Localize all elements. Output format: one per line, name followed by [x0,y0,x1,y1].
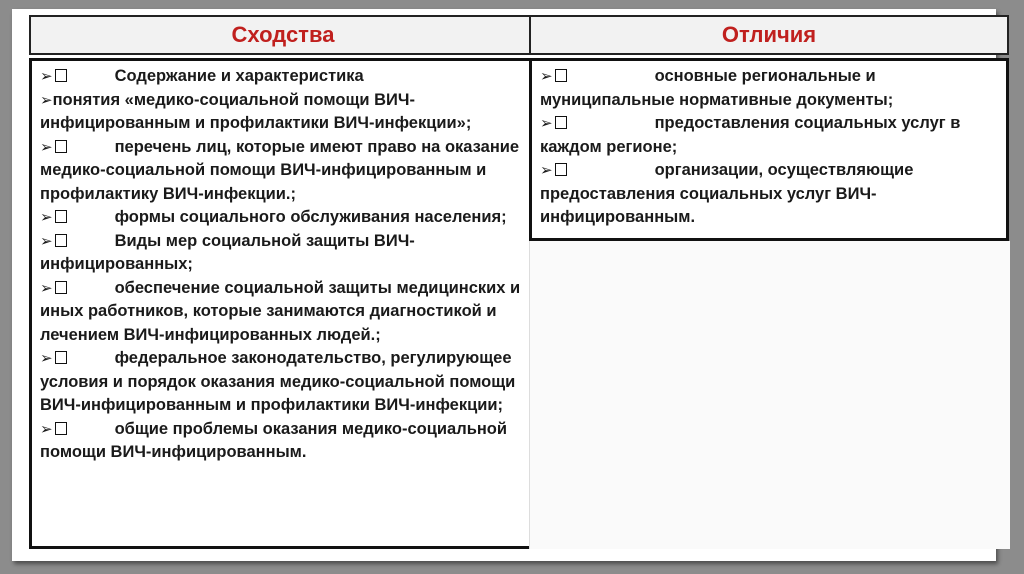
similarities-box [29,58,537,549]
header-similarities [29,15,537,55]
differences-item [540,65,1000,112]
differences-item-text: организации, осуществляющие предоставления социальных услуг ВИЧ-инфицированным. [540,161,914,226]
similarities-item-text: обеспечение социальной защиты медицинских и иных работников, которые занимаются диагностикой и лечением ВИЧ-инфицированных людей.; [40,278,521,344]
empty-square-icon [55,140,67,153]
similarities-item [40,230,528,277]
differences-box [529,58,1009,241]
differences-item [540,112,1000,159]
differences-item [540,159,1000,230]
arrow-bullet-icon: ➢ [540,161,553,179]
similarities-item-text: формы социального обслуживания населения; [114,208,507,226]
arrow-bullet-icon: ➢ [40,349,53,367]
similarities-item [40,347,528,418]
header-similarities-label: Сходства [231,22,335,47]
empty-square-icon [55,210,67,223]
header-differences-label: Отличия [721,22,817,47]
empty-square-icon [55,281,67,294]
empty-square-icon [55,234,67,247]
arrow-bullet-icon: ➢ [40,231,53,250]
empty-square-icon [555,116,567,129]
arrow-bullet-icon: ➢ [40,419,53,438]
arrow-bullet-icon: ➢ [540,114,553,132]
arrow-bullet-icon: ➢ [540,67,553,85]
empty-square-icon [55,422,67,435]
arrow-bullet-icon: ➢ [40,278,53,297]
differences-list [532,61,1006,230]
similarities-item-text: Виды мер социальной защиты ВИЧ-инфицированных; [40,231,415,273]
similarities-item [40,418,528,465]
empty-square-icon [55,69,67,82]
header-differences [529,15,1009,55]
similarities-item-text: перечень лиц, которые имеют право на оказание медико-социальной помощи ВИЧ-инфицированным и профилактику ВИЧ-инфекции.; [40,137,520,203]
arrow-bullet-icon: ➢ [40,137,53,156]
similarities-item [40,136,528,207]
arrow-bullet-icon: ➢ [40,208,53,226]
similarities-item [40,277,528,348]
empty-square-icon [555,163,567,176]
differences-item-text: основные региональные и муниципальные нормативные документы; [540,67,894,109]
similarities-item-text: федеральное законодательство, регулирующее условия и порядок оказания медико-социальной помощи ВИЧ-инфицированным и профилактики ВИЧ-инфекции; [40,349,516,414]
differences-empty-area [529,241,1010,549]
similarities-item-text: Содержание и характеристика [114,67,364,85]
arrow-bullet-icon: ➢ [40,90,53,109]
empty-square-icon [555,69,567,82]
similarities-item-text: понятия «медико-социальной помощи ВИЧ-инфицированным и профилактики ВИЧ-инфекции»; [40,90,472,132]
arrow-bullet-icon: ➢ [40,67,53,85]
empty-square-icon [55,351,67,364]
similarities-item [40,65,528,89]
differences-item-text: предоставления социальных услуг в каждом регионе; [540,114,961,156]
similarities-item-text: общие проблемы оказания медико-социальной помощи ВИЧ-инфицированным. [40,419,508,461]
slide [12,9,996,561]
similarities-list [32,61,534,465]
similarities-item [40,206,528,230]
similarities-item [40,89,528,136]
